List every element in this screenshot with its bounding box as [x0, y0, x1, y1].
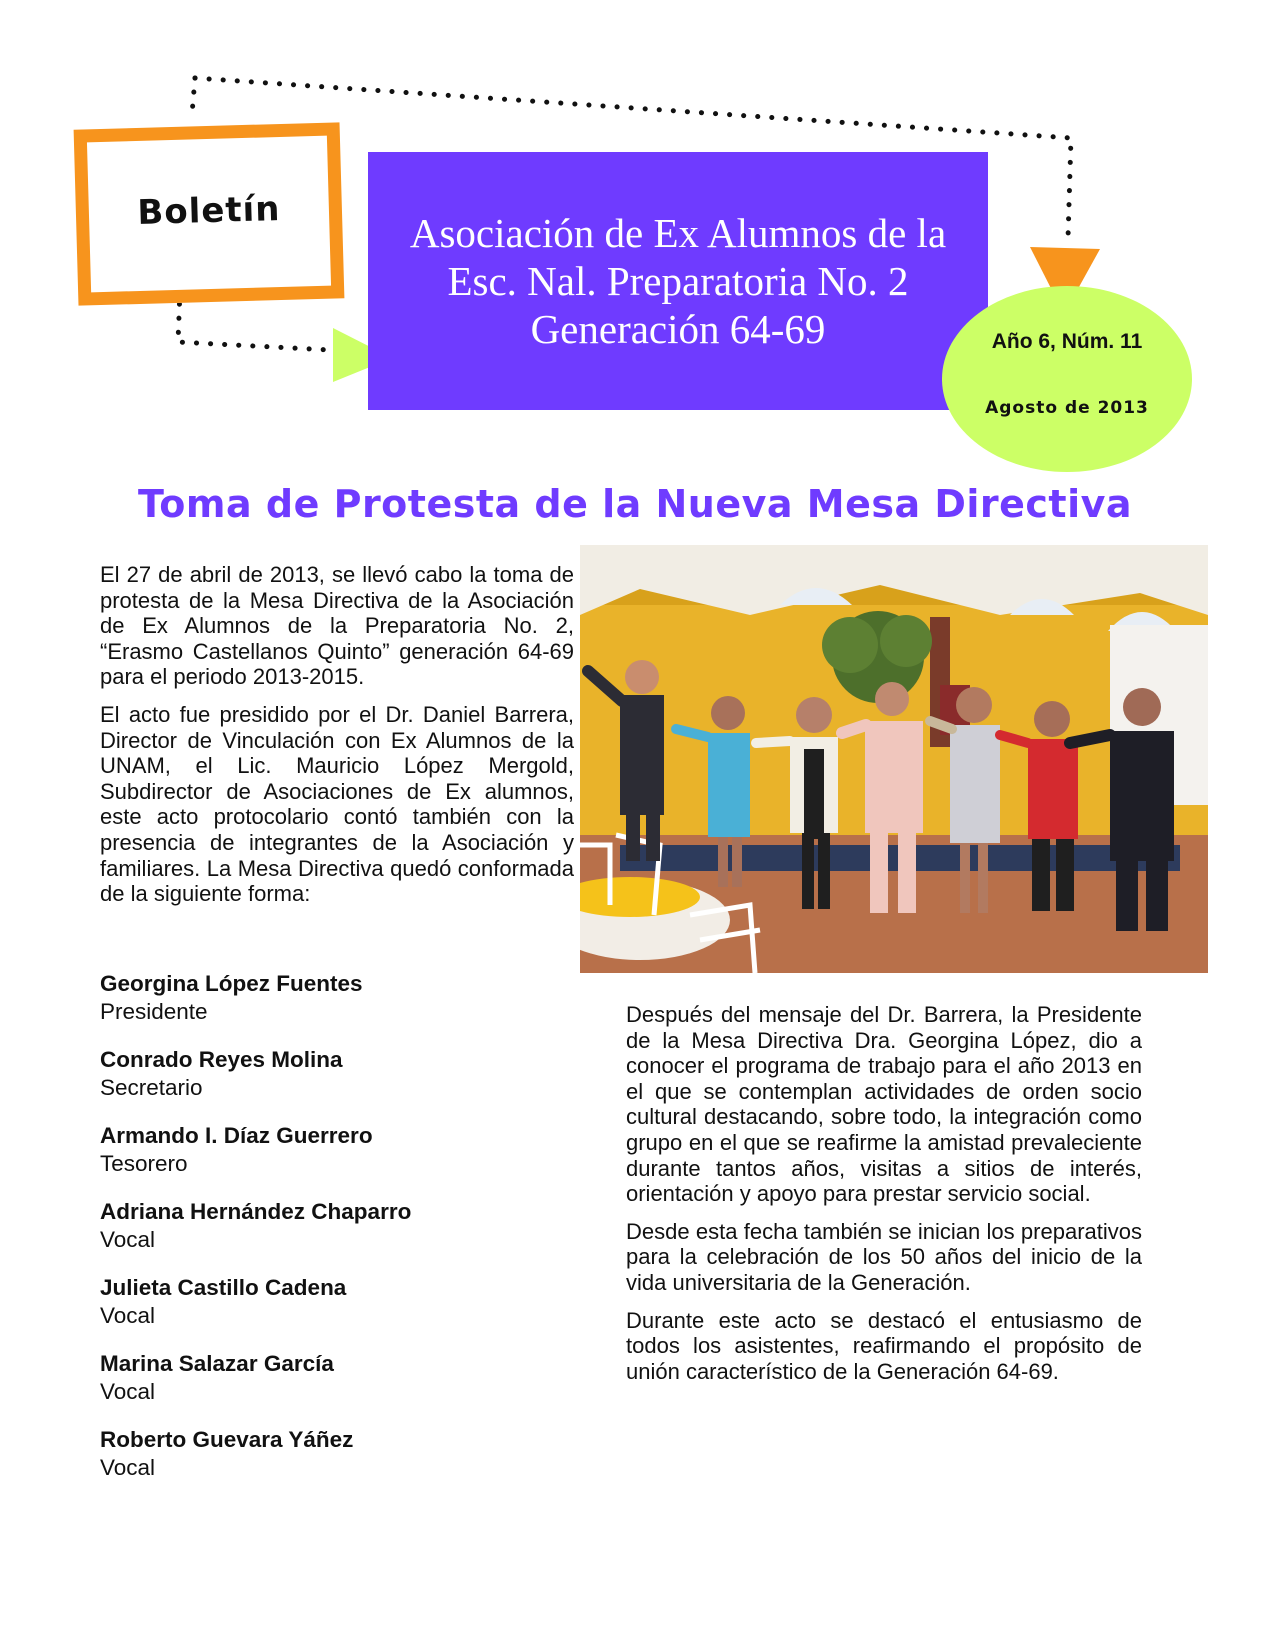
issue-badge	[942, 286, 1192, 472]
member-role: Tesorero	[100, 1151, 188, 1176]
roster-entry	[100, 970, 570, 1026]
member-name: Roberto Guevara Yáñez	[100, 1427, 354, 1452]
roster-entry	[100, 1122, 570, 1178]
member-name: Julieta Castillo Cadena	[100, 1275, 347, 1300]
roster-entry	[100, 1350, 570, 1406]
roster-entry	[100, 1046, 570, 1102]
roster-entry	[100, 1274, 570, 1330]
article-paragraph: Durante este acto se destacó el entusiasmo de todos los asistentes, reafirmando el propósito de unión característico de la Generación 64-69.	[626, 1307, 1142, 1384]
member-name: Armando I. Díaz Guerrero	[100, 1123, 373, 1148]
article-headline: Toma de Protesta de la Nueva Mesa Directiva	[137, 482, 1133, 526]
event-photo	[580, 545, 1208, 973]
masthead-line: Generación 64-69	[530, 306, 826, 352]
member-name: Adriana Hernández Chaparro	[100, 1199, 412, 1224]
masthead-line: Asociación de Ex Alumnos de la	[409, 210, 947, 256]
article-paragraph: Desde esta fecha también se inician los preparativos para la celebración de los 50 años del inicio de la vida universitaria de la Generación.	[626, 1218, 1142, 1295]
member-role: Vocal	[100, 1455, 156, 1480]
issue-date: Agosto de 2013	[985, 398, 1149, 418]
member-name: Conrado Reyes Molina	[100, 1047, 343, 1072]
member-role: Vocal	[100, 1227, 156, 1252]
roster-entry	[100, 1426, 570, 1482]
member-role: Vocal	[100, 1379, 156, 1404]
boletin-label-box	[74, 122, 345, 305]
boletin-label: Boletín	[136, 189, 281, 233]
right-column	[626, 1002, 1142, 1396]
article-paragraph: El acto fue presidido por el Dr. Daniel Barrera, Director de Vinculación con Ex Alumnos de la UNAM, el Lic. Mauricio López Mergold, Subdirector de Asociaciones de Ex alumnos, este acto protocolario contó también con la presencia de integrantes de la Asociación y familiares. La Mesa Directiva quedó conformada de la siguiente forma:	[100, 701, 574, 907]
member-role: Secretario	[100, 1075, 203, 1100]
article-paragraph: Después del mensaje del Dr. Barrera, la Presidente de la Mesa Directiva Dra. Georgina López, dio a conocer el programa de trabajo para el año 2013 en el que se contemplan actividades de orden socio cultural destacando, sobre todo, la integración como grupo en el que se reafirme la amistad prevaleciente durante tantos años, visitas a sitios de interés, orientación y apoyo para prestar servicio social.	[626, 1002, 1142, 1207]
left-column	[100, 562, 574, 919]
roster-entry	[100, 1198, 570, 1254]
masthead-line: Esc. Nal. Preparatoria No. 2	[447, 258, 909, 304]
member-role: Presidente	[100, 999, 208, 1024]
member-name: Marina Salazar García	[100, 1351, 334, 1376]
board-roster	[100, 970, 570, 1502]
article-paragraph: El 27 de abril de 2013, se llevó cabo la toma de protesta de la Mesa Directiva de la Asociación de Ex Alumnos de la Preparatoria No. 2, “Erasmo Castellanos Quinto” generación 64-69 para el periodo 2013-2015.	[100, 562, 574, 690]
member-role: Vocal	[100, 1303, 156, 1328]
member-name: Georgina López Fuentes	[100, 971, 363, 996]
masthead-banner	[368, 152, 988, 410]
issue-number: Año 6, Núm. 11	[991, 330, 1143, 353]
